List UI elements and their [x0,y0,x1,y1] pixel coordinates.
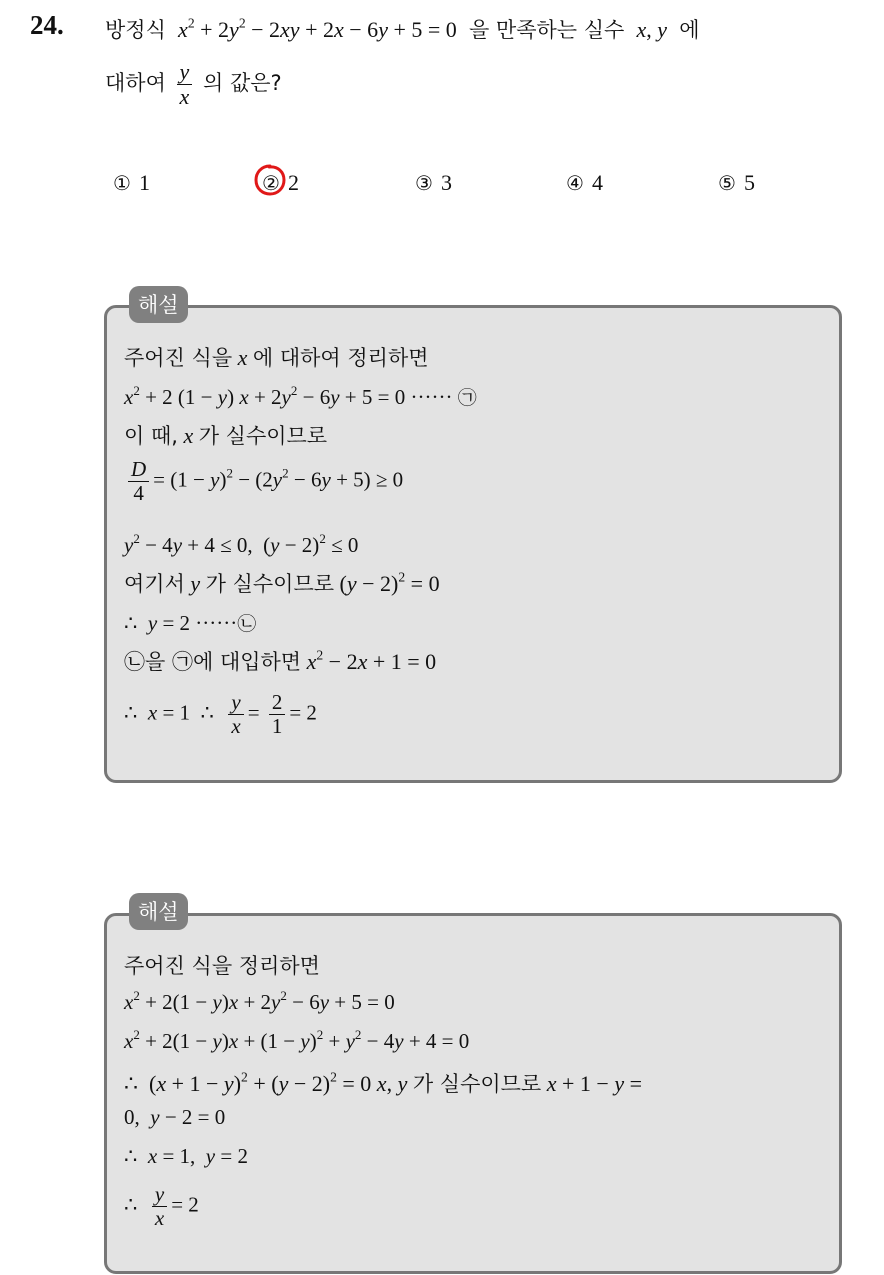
solution1-line-8: ㉡을 ㉠에 대입하면 $x^2 - 2x + 1 = 0$ [124,647,437,674]
solution2-line-3: $x^2 + 2(1 - y)x + (1 - y)^2 + y^2 - 4y + 4 = 0$ [124,1026,470,1053]
question-text: 을 만족하는 실수 [468,18,625,42]
question-line-2 [105,60,282,109]
question-number: 24. [30,10,64,40]
choice-2[interactable]: ② 2 [262,170,299,195]
solution1-line-5: $y^2 - 4y + 4 \le 0$, $(y - 2)^2 \le 0$ [124,530,359,557]
solution1-line-6: 여기서 y 가 실수이므로 $(y - 2)^2 = 0$ [124,569,440,596]
solution2-line-2: $x^2 + 2(1 - y)x + 2y^2 - 6y + 5 = 0$ [124,987,395,1014]
solution-tag-1: 해설 [129,286,188,323]
answer-choices [0,170,884,206]
label-nieun: ㉡ [237,613,257,635]
question-text: 에 [679,18,700,42]
fraction-y-over-x: $\frac{y}{x}$ [177,60,193,109]
solution-tag-2: 해설 [129,893,188,930]
solution2-line-5: 0, y − 2 = 0 [124,1105,226,1129]
choice-4[interactable]: ④ 4 [566,170,603,195]
question-text: 방정식 [105,18,166,42]
solution1-line-1: 주어진 식을 x 에 대하여 정리하면 [124,345,429,370]
solution2-line-7: ∴ $\frac{y}{x}$ = 2 [124,1182,199,1231]
solution1-line-2: $x^2 + 2$ (1 − y) $x + 2y^2 - 6y + 5 = 0$ ······ ㉠ [124,382,477,409]
solution1-line-7: ∴ y = 2 ······㉡ [124,611,257,635]
question-line-1: 방정식 $x^2 + 2y^2 - 2xy + 2x - 6y + 5 = 0$ 을 만족하는 실수 x, y 에 [105,15,700,42]
label-giyeok: ㉠ [457,387,477,409]
solution1-line-4: $\frac{D}{4}$ = $(1 - y)^2 - (2y^2 - 6y + 5) \ge 0$ [124,458,403,505]
solution1-line-3: 이 때, x 가 실수이므로 [124,423,328,448]
choice-1[interactable]: ① 1 [113,170,150,195]
solution2-line-4: ∴ $(x + 1 - y)^2 + (y - 2)^2 = 0$ x, y 가 실수이므로 x + 1 − y = [124,1069,643,1096]
choice-5[interactable]: ⑤ 5 [718,170,755,195]
solution2-line-1: 주어진 식을 정리하면 [124,954,320,978]
question-text: 대하여 [105,71,166,96]
solution2-line-6: ∴ x = 1, y = 2 [124,1144,248,1168]
question-text: 의 값은? [203,71,282,96]
equation: $x^2 + 2y^2 - 2xy + 2x - 6y + 5 = 0$ [178,15,463,42]
solution1-line-9: ∴ x = 1 ∴ $\frac{y}{x}$ = $\frac{2}{1}$ = 2 [124,690,317,739]
choice-3[interactable]: ③ 3 [415,170,452,195]
